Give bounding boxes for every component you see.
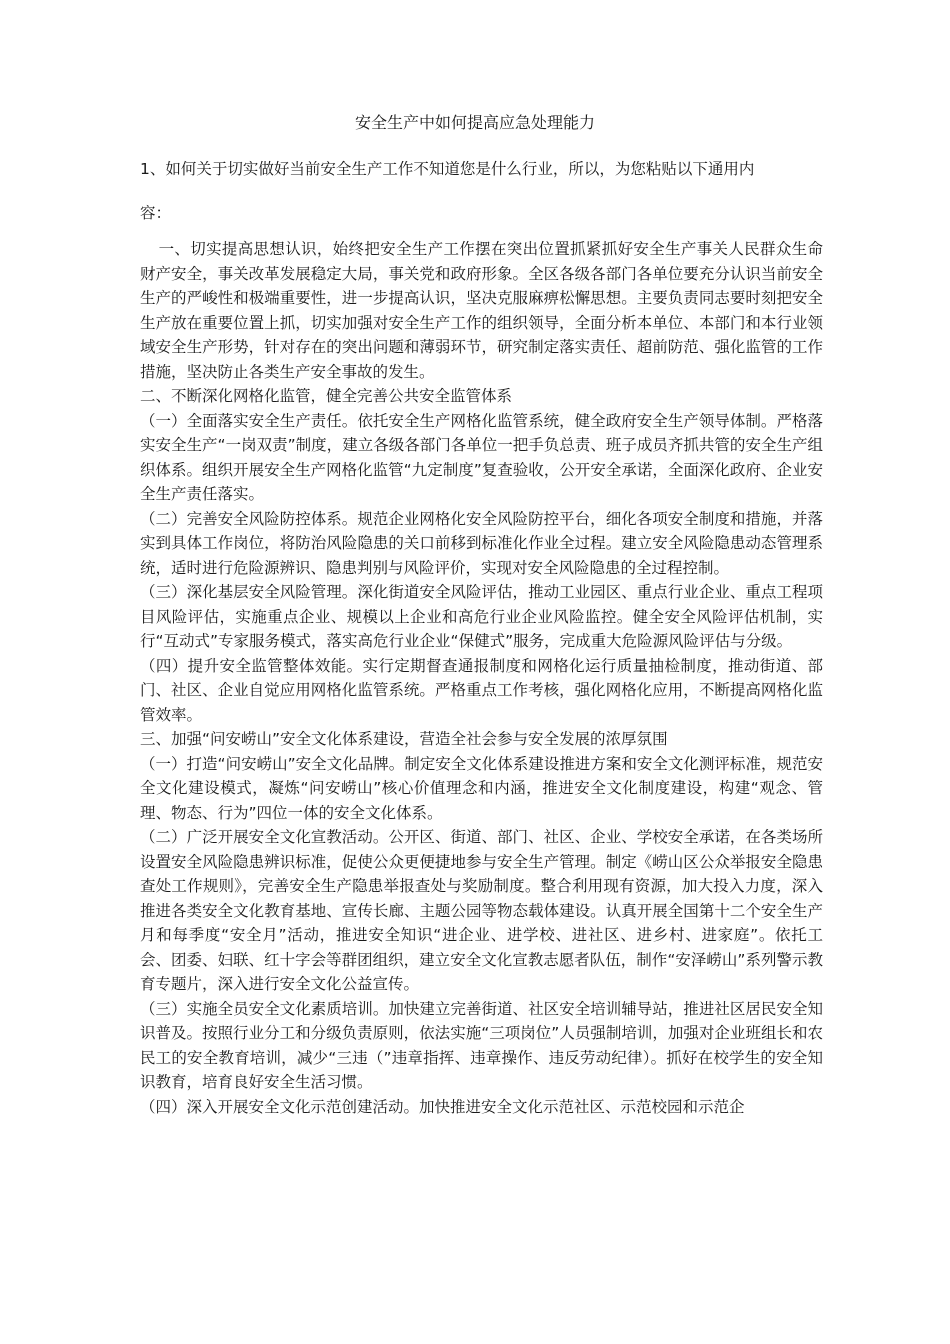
section-heading-2: 二、不断深化网格化监管，健全完善公共安全监管体系 [140, 387, 513, 405]
section-heading-3: 三、加强“问安崂山”安全文化体系建设，营造全社会参与安全发展的浓厚氛围 [140, 730, 668, 748]
paragraph-3-1: （一）打造“问安崂山”安全文化品牌。制定安全文化体系建设推进方案和安全文化测评标准，规范安全文化建设模式，凝炼“问安崂山”核心价值理念和内涵，推进安全文化制度建设，构建“观念、管理、物态、行为”四位一体的安全文化体系。 [140, 754, 823, 822]
paragraph-2-2: （二）完善安全风险防控体系。规范企业网格化安全风险防控平台，细化各项安全制度和措施，并落实到具体工作岗位，将防治风险隐患的关口前移到标准化作业全过程。建立安全风险隐患动态管理系统，适时进行危险源辨识、隐患判别与风险评价，实现对安全风险隐患的全过程控制。 [140, 509, 823, 577]
lead-line: 1、如何关于切实做好当前安全生产工作不知道您是什么行业，所以，为您粘贴以下通用内 [140, 160, 755, 178]
document-body [140, 237, 823, 1119]
paragraph-3-4: （四）深入开展安全文化示范创建活动。加快推进安全文化示范社区、示范校园和示范企 [140, 1097, 745, 1116]
paragraph-2-1: （一）全面落实安全生产责任。依托安全生产网格化监管系统，健全政府安全生产领导体制。严格落实安全生产“一岗双责”制度，建立各级各部门各单位一把手负总责、班子成员齐抓共管的安全生产组织体系。组织开展安全生产网格化监管“九定制度”复查验收，公开安全承诺，全面深化政府、企业安全生产责任落实。 [140, 411, 823, 503]
paragraph-2-3: （三）深化基层安全风险管理。深化街道安全风险评估，推动工业园区、重点行业企业、重点工程项目风险评估，实施重点企业、规模以上企业和高危行业企业风险监控。健全安全风险评估机制，实行“互动式”专家服务模式，落实高危行业企业“保健式”服务，完成重大危险源风险评估与分级。 [140, 583, 823, 650]
paragraph-3-3: （三）实施全员安全文化素质培训。加快建立完善街道、社区安全培训辅导站，推进社区居民安全知识普及。按照行业分工和分级负责原则，依法实施“三项岗位”人员强制培训，加强对企业班组长和农民工的安全教育培训，减少“三违（”违章指挥、违章操作、违反劳动纪律）。抓好在校学生的安全知识教育，培育良好安全生活习惯。 [140, 999, 823, 1091]
paragraph-3-2: （二）广泛开展安全文化宣教活动。公开区、街道、部门、社区、企业、学校安全承诺，在各类场所设置安全风险隐患辨识标准，促使公众更便捷地参与安全生产管理。制定《崂山区公众举报安全隐患查处工作规则》，完善安全生产隐患举报查处与奖励制度。整合利用现有资源，加大投入力度，深入推进各类安全文化教育基地、宣传长廊、主题公园等物态载体建设。认真开展全国第十二个安全生产月和每季度“安全月”活动，推进安全知识“进企业、进学校、进社区、进乡村、进家庭”。依托工会、团委、妇联、红十字会等群团组织，建立安全文化宣教志愿者队伍，制作“安泽崂山”系列警示教育专题片，深入进行安全文化公益宣传。 [140, 828, 823, 993]
document-title: 安全生产中如何提高应急处理能力 [354, 113, 595, 132]
lead-line-continued: 容： [140, 204, 172, 222]
paragraph-2-4: （四）提升安全监管整体效能。实行定期督查通报制度和网格化运行质量抽检制度，推动街道、部门、社区、企业自觉应用网格化监管系统。严格重点工作考核，强化网格化应用，不断提高网格化监管效率。 [140, 656, 823, 724]
paragraph-1: 一、切实提高思想认识，始终把安全生产工作摆在突出位置抓紧抓好安全生产事关人民群众生命财产安全，事关改革发展稳定大局，事关党和政府形象。全区各级各部门各单位要充分认识当前安全生产的严峻性和极端重要性，进一步提高认识，坚决克服麻痹松懈思想。主要负责同志要时刻把安全生产放在重要位置上抓，切实加强对安全生产工作的组织领导，全面分析本单位、本部门和本行业领域安全生产形势，针对存在的突出问题和薄弱环节，研究制定落实责任、超前防范、强化监管的工作措施，坚决防止各类生产安全事故的发生。 [140, 240, 823, 381]
